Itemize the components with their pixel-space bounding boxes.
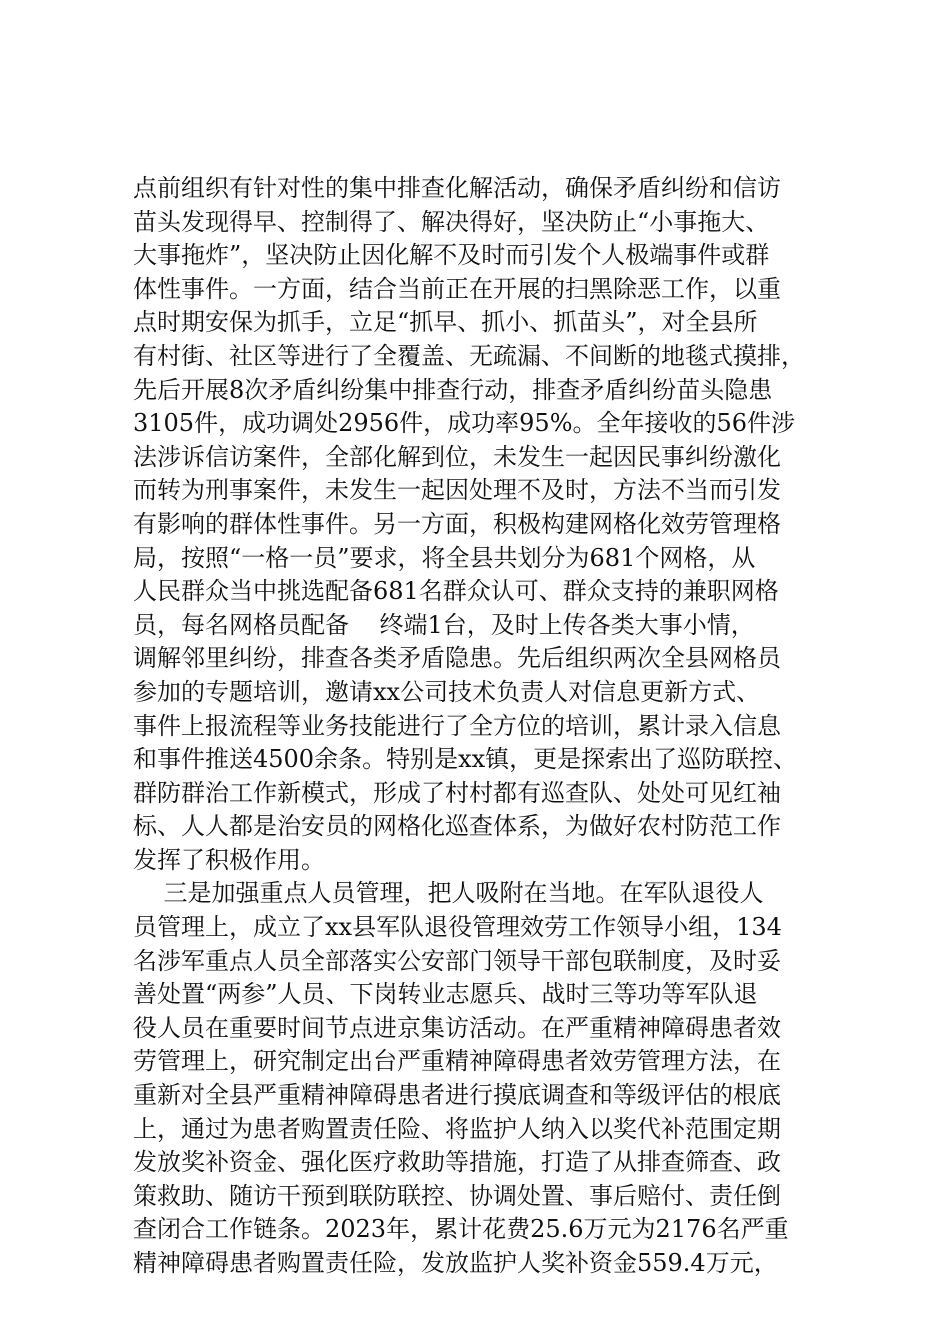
text-line: 法涉诉信访案件，全部化解到位，未发生一起因民事纠纷激化 xyxy=(133,442,781,471)
text-line: 而转为刑事案件，未发生一起因处理不及时，方法不当而引发 xyxy=(133,476,781,505)
text-line: 重新对全县严重精神障碍患者进行摸底调查和等级评估的根底 xyxy=(133,1081,781,1110)
text-line: 苗头发现得早、控制得了、解决得好，坚决防止“小事拖大、 xyxy=(133,207,770,236)
text-line: 先后开展8次矛盾纠纷集中排查行动，排查矛盾纠纷苗头隐患 xyxy=(133,375,773,404)
text-line: 参加的专题培训，邀请xx公司技术负责人对信息更新方式、 xyxy=(133,677,761,706)
text-line: 有村街、社区等进行了全覆盖、无疏漏、不间断的地毯式摸排， xyxy=(133,341,805,370)
text-line: 员，每名网格员配备 终端1台，及时上传各类大事小情， xyxy=(133,610,755,639)
text-line: 查闭合工作链条。2023年，累计花费25.6万元为2176名严重 xyxy=(133,1215,789,1244)
text-line: 发挥了积极作用。 xyxy=(133,845,325,874)
text-line: 发放奖补资金、强化医疗救助等措施，打造了从排查筛查、政 xyxy=(133,1148,781,1177)
text-line: 有影响的群体性事件。另一方面，积极构建网格化效劳管理格 xyxy=(133,509,781,538)
text-line: 体性事件。一方面，结合当前正在开展的扫黑除恶工作，以重 xyxy=(133,274,781,303)
text-line: 员管理上，成立了xx县军队退役管理效劳工作领导小组，134 xyxy=(133,913,782,942)
body-text xyxy=(133,172,833,1281)
text-line: 和事件推送4500余条。特别是xx镇，更是探索出了巡防联控、 xyxy=(133,745,798,774)
text-line: 名涉军重点人员全部落实公安部门领导干部包联制度，及时妥 xyxy=(133,946,781,975)
text-line: 群防群治工作新模式，形成了村村都有巡查队、处处可见红袖 xyxy=(133,778,781,807)
paragraph-start-line: 三是加强重点人员管理，把人吸附在当地。在军队退役人 xyxy=(133,879,764,908)
text-line: 大事拖炸”，坚决防止因化解不及时而引发个人极端事件或群 xyxy=(133,241,770,270)
text-line: 标、人人都是治安员的网格化巡查体系，为做好农村防范工作 xyxy=(133,812,781,841)
text-line: 事件上报流程等业务技能进行了全方位的培训，累计录入信息 xyxy=(133,711,781,740)
text-line: 局，按照“一格一员”要求，将全县共划分为681个网格，从 xyxy=(133,543,756,572)
text-line: 上，通过为患者购置责任险、将监护人纳入以奖代补范围定期 xyxy=(133,1114,781,1143)
text-line: 精神障碍患者购置责任险，发放监护人奖补资金559.4万元， xyxy=(133,1249,778,1277)
text-line: 策救助、随访干预到联防联控、协调处置、事后赔付、责任倒 xyxy=(133,1181,781,1210)
text-line: 3105件，成功调处2956件，成功率95%。全年接收的56件涉 xyxy=(133,409,796,438)
text-line: 役人员在重要时间节点进京集访活动。在严重精神障碍患者效 xyxy=(133,1013,781,1042)
text-line: 善处置“两参”人员、下岗转业志愿兵、战时三等功等军队退 xyxy=(133,980,758,1009)
text-line: 点时期安保为抓手，立足“抓早、抓小、抓苗头”，对全县所 xyxy=(133,308,758,337)
text-line: 调解邻里纠纷，排查各类矛盾隐患。先后组织两次全县网格员 xyxy=(133,644,781,673)
text-line: 人民群众当中挑选配备681名群众认可、群众支持的兼职网格 xyxy=(133,577,779,606)
text-line: 劳管理上，研究制定出台严重精神障碍患者效劳管理方法，在 xyxy=(133,1047,781,1076)
text-line: 点前组织有针对性的集中排查化解活动，确保矛盾纠纷和信访 xyxy=(133,174,781,202)
